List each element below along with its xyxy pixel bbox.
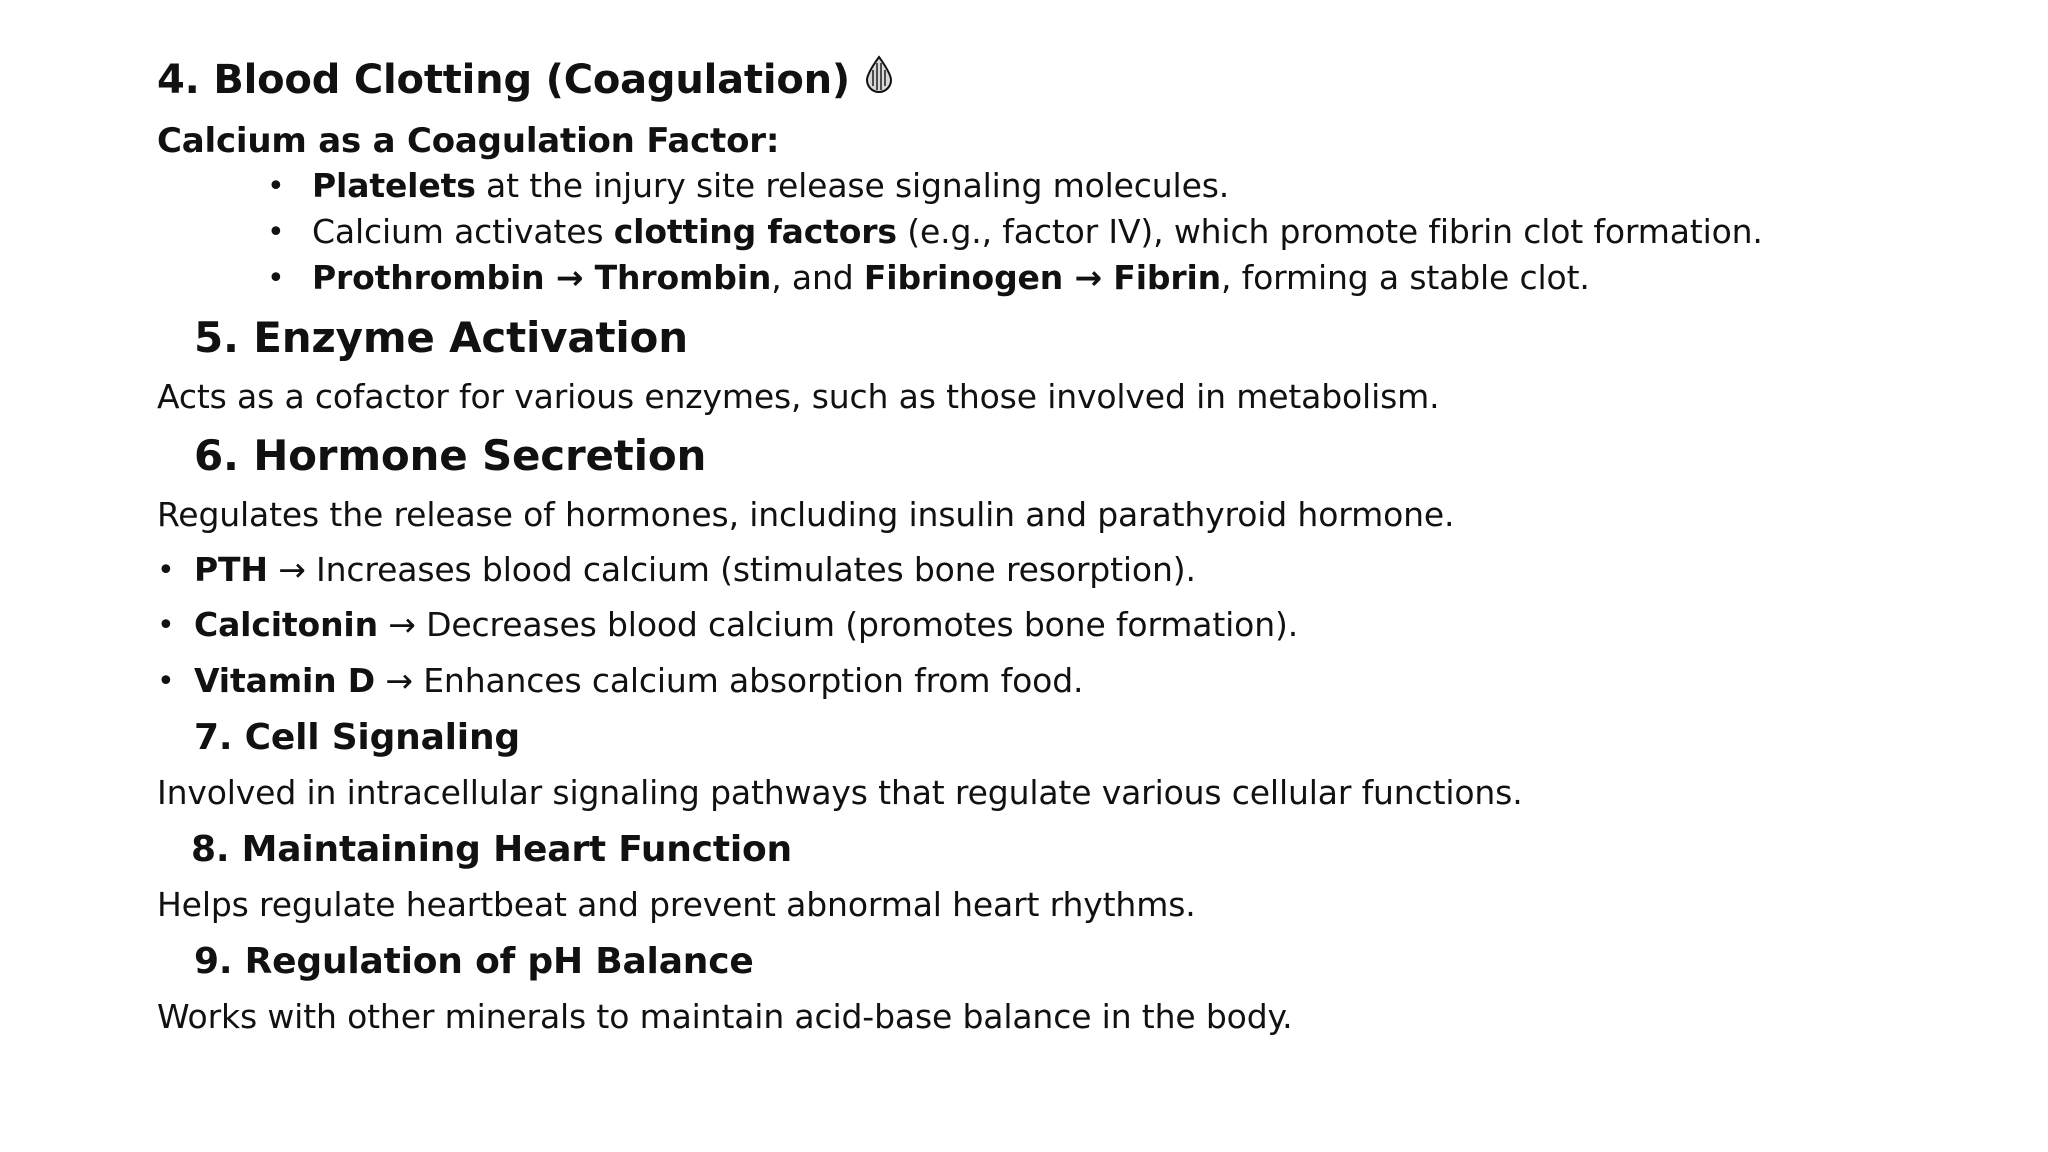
list-item-text: → Enhances calcium absorption from food. [375, 661, 1084, 700]
bullet-dot: • [157, 553, 175, 588]
section-4-title: 4. Blood Clotting (Coagulation) [157, 57, 850, 103]
list-item-text: → Decreases blood calcium (promotes bone formation). [377, 605, 1299, 644]
section-9-title: 9. Regulation of pH Balance [194, 941, 754, 982]
section-8-title: 8. Maintaining Heart Function [191, 829, 792, 870]
section-9-text: Works with other minerals to maintain acid-base balance in the body. [157, 997, 1293, 1036]
bullet-dot: • [267, 261, 285, 296]
bullet-dot: • [157, 608, 175, 643]
list-item-text: Calcium activates [312, 212, 614, 251]
section-5-title: 5. Enzyme Activation [194, 313, 688, 362]
list-item [312, 258, 1590, 298]
list-item-term: Platelets [312, 166, 476, 205]
list-item-term: Calcitonin [194, 605, 378, 644]
list-item-term: Vitamin D [194, 661, 376, 700]
list-item-term: Prothrombin → Thrombin [312, 258, 772, 297]
bullet-dot: • [267, 169, 285, 204]
list-item [194, 550, 1196, 590]
list-item [194, 661, 1083, 701]
list-item-term: clotting factors [613, 212, 897, 251]
section-7-text: Involved in intracellular signaling pathways that regulate various cellular functions. [157, 773, 1523, 812]
list-item [194, 605, 1298, 645]
list-item-text: , forming a stable clot. [1220, 258, 1590, 297]
bullet-dot: • [157, 664, 175, 699]
section-4-heading [157, 56, 894, 104]
list-item-text: (e.g., factor IV), which promote fibrin clot formation. [896, 212, 1763, 251]
list-item-term: Fibrinogen → Fibrin [863, 258, 1221, 297]
list-item-text: → Increases blood calcium (stimulates bone resorption). [267, 550, 1196, 589]
list-item [312, 166, 1229, 206]
droplet-icon [864, 55, 894, 104]
list-item-text: , and [771, 258, 864, 297]
list-item-text: at the injury site release signaling molecules. [475, 166, 1230, 205]
section-5-text: Acts as a cofactor for various enzymes, such as those involved in metabolism. [157, 377, 1440, 416]
list-item-term: PTH [194, 550, 268, 589]
section-7-title: 7. Cell Signaling [194, 717, 520, 758]
section-6-title: 6. Hormone Secretion [194, 431, 707, 480]
section-4-subtitle: Calcium as a Coagulation Factor: [157, 121, 780, 161]
section-6-text: Regulates the release of hormones, including insulin and parathyroid hormone. [157, 495, 1455, 534]
bullet-dot: • [267, 215, 285, 250]
section-8-text: Helps regulate heartbeat and prevent abnormal heart rhythms. [157, 885, 1196, 924]
list-item [312, 212, 1763, 252]
